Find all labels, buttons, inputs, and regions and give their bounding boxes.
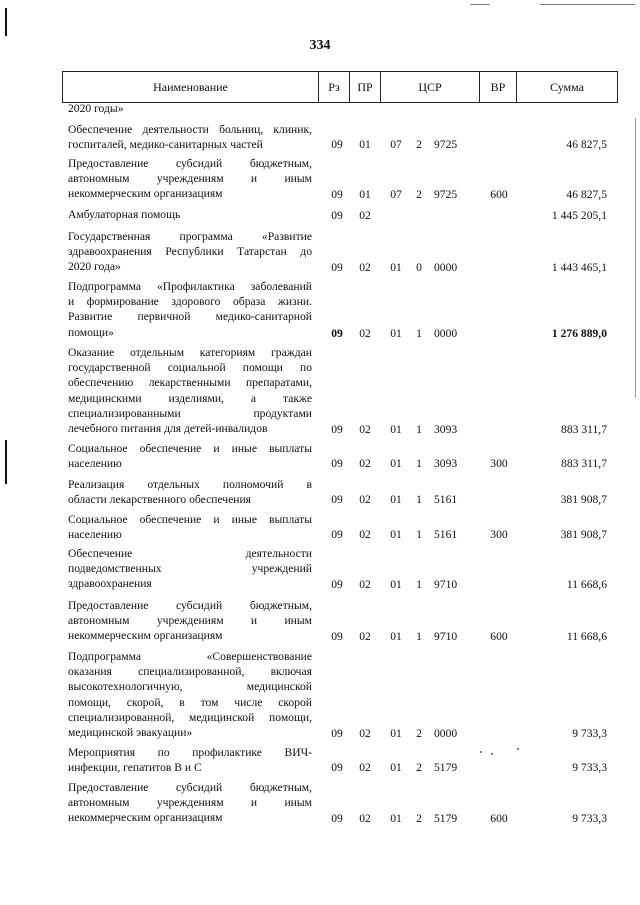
row-name-line: помощи, скорой, в том числе скорой	[68, 695, 312, 709]
cell-vr: 600	[490, 630, 508, 643]
cell-b: 2	[416, 812, 422, 825]
table-row	[0, 780, 640, 826]
table-row	[0, 101, 640, 117]
header-sum: Сумма	[550, 79, 584, 94]
row-name-line: Мероприятия по профилактике ВИЧ-	[68, 746, 312, 759]
row-codes	[0, 208, 640, 223]
cell-c: 5161	[434, 493, 458, 506]
row-name-line: автономным учреждениям и иным	[68, 796, 312, 810]
table-header	[62, 71, 618, 103]
row-name-line: Предоставление субсидий бюджетным,	[68, 157, 312, 170]
table-row	[0, 598, 640, 644]
table-row	[0, 649, 640, 741]
row-name-line: Развитие первичной медико-санитарной	[68, 310, 312, 324]
cell-b: 2	[416, 138, 422, 151]
cell-c: 9725	[434, 188, 458, 201]
header-pr: ПР	[350, 72, 381, 102]
table-row	[0, 122, 640, 152]
cell-b: 2	[416, 761, 422, 774]
row-name-line: Подпрограмма «Профилактика заболеваний	[68, 280, 312, 293]
row-name-line: специализированными продуктами	[68, 406, 312, 420]
cell-c: 0000	[434, 327, 458, 340]
row-codes	[0, 492, 640, 507]
header-vr: ВР	[480, 72, 517, 102]
cell-pr: 02	[359, 578, 371, 591]
row-name-line: Оказание отдельным категориям граждан	[68, 346, 312, 359]
cell-sum: 1 445 205,1	[551, 209, 607, 222]
row-codes	[0, 577, 640, 592]
cell-sum: 381 908,7	[560, 493, 607, 506]
row-name-line: Амбулаторная помощь	[68, 208, 181, 221]
row-name-line: Социальное обеспечение и иные выплаты	[68, 513, 312, 526]
cell-a: 01	[390, 457, 402, 470]
row-codes	[0, 422, 640, 437]
row-name-line: области лекарственного обеспечения	[68, 493, 252, 507]
cell-pr: 02	[359, 209, 371, 222]
cell-sum: 11 668,6	[566, 578, 607, 591]
cell-sum: 9 733,3	[572, 812, 607, 825]
table-row	[0, 345, 640, 437]
row-codes	[0, 102, 640, 117]
row-name-line: помощи»	[68, 325, 114, 339]
cell-pr: 02	[359, 457, 371, 470]
cell-sum: 381 908,7	[560, 528, 607, 541]
cell-c: 5179	[434, 812, 458, 825]
cell-rz: 09	[331, 457, 343, 470]
cell-b: 1	[416, 528, 422, 541]
cell-sum: 46 827,5	[566, 138, 607, 151]
row-name-line: лечебного питания для детей-инвалидов	[68, 422, 268, 436]
cell-rz: 09	[331, 261, 343, 274]
row-name-line: Предоставление субсидий бюджетным,	[68, 599, 312, 612]
header-rz: Рз	[319, 72, 350, 102]
cell-vr: 600	[490, 812, 508, 825]
cell-sum: 9 733,3	[572, 761, 607, 774]
cell-pr: 02	[359, 493, 371, 506]
cell-a: 01	[390, 761, 402, 774]
row-name-line: населению	[68, 528, 122, 542]
cell-c: 9725	[434, 138, 458, 151]
cell-a: 01	[390, 630, 402, 643]
cell-b: 1	[416, 493, 422, 506]
cell-pr: 02	[359, 630, 371, 643]
cell-b: 1	[416, 630, 422, 643]
table-row	[0, 229, 640, 275]
cell-c: 5161	[434, 528, 458, 541]
row-name-line: здравоохранения Республики Татарстан до	[68, 245, 312, 259]
cell-pr: 02	[359, 727, 371, 740]
table-row	[0, 546, 640, 592]
row-name-line: Обеспечение деятельности	[68, 547, 312, 560]
row-name-line: оказания специализированной, включая	[68, 665, 312, 679]
row-name-line: медицинской эвакуации»	[68, 726, 193, 740]
row-name-line: Предоставление субсидий бюджетным,	[68, 781, 312, 794]
cell-b: 2	[416, 188, 422, 201]
cell-a: 07	[390, 138, 402, 151]
cell-pr: 02	[359, 423, 371, 436]
cell-c: 3093	[434, 457, 458, 470]
cell-sum: 11 668,6	[566, 630, 607, 643]
row-codes	[0, 726, 640, 741]
table-row	[0, 441, 640, 471]
cell-b: 1	[416, 457, 422, 470]
row-codes	[0, 137, 640, 152]
row-codes	[0, 326, 640, 341]
table-row	[0, 279, 640, 341]
cell-sum: 1 443 465,1	[551, 261, 607, 274]
scan-line-top-right	[540, 4, 635, 5]
cell-rz: 09	[331, 812, 343, 825]
row-name-line: здравоохранения	[68, 577, 152, 591]
row-codes	[0, 456, 640, 471]
cell-c: 9710	[434, 630, 458, 643]
row-codes	[0, 760, 640, 775]
row-name-line: Подпрограмма «Совершенствование	[68, 650, 312, 663]
row-name-line: некоммерческим организациям	[68, 629, 223, 643]
cell-rz: 09	[331, 138, 343, 151]
row-name-line: государственной социальной помощи по	[68, 361, 312, 375]
row-name-line: автономным учреждениям и иным	[68, 614, 312, 628]
page-number: 334	[309, 38, 331, 53]
cell-rz: 09	[331, 761, 343, 774]
row-name-line: некоммерческим организациям	[68, 187, 223, 201]
cell-c: 0000	[434, 727, 458, 740]
cell-pr: 02	[359, 761, 371, 774]
cell-a: 01	[390, 423, 402, 436]
cell-b: 0	[416, 261, 422, 274]
row-name-line: населению	[68, 457, 122, 471]
cell-pr: 02	[359, 261, 371, 274]
scan-mark-top-left	[5, 8, 7, 36]
row-name-line: 2020 годы»	[68, 102, 124, 115]
row-name-line: медицинскими изделиями, а также	[68, 391, 312, 405]
cell-sum: 1 276 889,0	[551, 327, 607, 340]
cell-c: 9710	[434, 578, 458, 591]
header-name: Наименование	[63, 72, 319, 102]
cell-a: 01	[390, 327, 402, 340]
cell-rz: 09	[331, 727, 343, 740]
cell-pr: 02	[359, 812, 371, 825]
cell-vr: 300	[490, 457, 508, 470]
cell-b: 1	[416, 423, 422, 436]
cell-rz: 09	[331, 327, 343, 340]
row-name-line: инфекции, гепатитов В и С	[68, 761, 202, 775]
cell-sum: 883 311,7	[561, 457, 607, 470]
cell-a: 01	[390, 528, 402, 541]
cell-rz: 09	[331, 209, 343, 222]
cell-c: 3093	[434, 423, 458, 436]
header-csr: ЦСР	[381, 72, 480, 102]
row-name-line: 2020 года»	[68, 260, 121, 274]
row-name-line: высокотехнологичную, медицинской	[68, 680, 312, 694]
cell-rz: 09	[331, 630, 343, 643]
cell-rz: 09	[331, 188, 343, 201]
cell-sum: 46 827,5	[566, 188, 607, 201]
table-row	[0, 207, 640, 223]
cell-pr: 02	[359, 327, 371, 340]
table-row	[0, 156, 640, 202]
cell-b: 2	[416, 727, 422, 740]
cell-a: 01	[390, 578, 402, 591]
row-name-line: госпиталей, медико-санитарных частей	[68, 138, 263, 152]
row-codes	[0, 811, 640, 826]
cell-b: 1	[416, 578, 422, 591]
row-name-line: и формирование здорового образа жизни.	[68, 295, 312, 309]
scan-line-top	[470, 4, 490, 5]
row-name-line: некоммерческим организациям	[68, 811, 223, 825]
cell-pr: 02	[359, 528, 371, 541]
row-name-line: Реализация отдельных полномочий в	[68, 478, 312, 491]
cell-sum: 9 733,3	[572, 727, 607, 740]
cell-vr: 300	[490, 528, 508, 541]
row-codes	[0, 527, 640, 542]
cell-a: 07	[390, 188, 402, 201]
cell-rz: 09	[331, 578, 343, 591]
cell-rz: 09	[331, 423, 343, 436]
cell-a: 01	[390, 812, 402, 825]
cell-rz: 09	[331, 528, 343, 541]
cell-b: 1	[416, 327, 422, 340]
cell-pr: 01	[359, 188, 371, 201]
cell-vr: 600	[490, 188, 508, 201]
table-row	[0, 512, 640, 542]
cell-sum: 883 311,7	[561, 423, 607, 436]
cell-a: 01	[390, 727, 402, 740]
row-name-line: автономным учреждениям и иным	[68, 172, 312, 186]
row-name-line: подведомственных учреждений	[68, 562, 312, 576]
row-name-line: обеспечению лекарственными препаратами,	[68, 376, 312, 390]
row-name-line: Обеспечение деятельности больниц, клиник,	[68, 123, 312, 136]
row-name-line: специализированной, медицинской помощи,	[68, 710, 312, 724]
row-name-line: Социальное обеспечение и иные выплаты	[68, 442, 312, 455]
cell-c: 5179	[434, 761, 458, 774]
cell-c: 0000	[434, 261, 458, 274]
cell-rz: 09	[331, 493, 343, 506]
row-codes	[0, 260, 640, 275]
cell-pr: 01	[359, 138, 371, 151]
cell-a: 01	[390, 261, 402, 274]
row-codes	[0, 629, 640, 644]
cell-a: 01	[390, 493, 402, 506]
table-row	[0, 477, 640, 507]
row-name-line: Государственная программа «Развитие	[68, 230, 312, 243]
row-codes	[0, 187, 640, 202]
table-row	[0, 745, 640, 775]
